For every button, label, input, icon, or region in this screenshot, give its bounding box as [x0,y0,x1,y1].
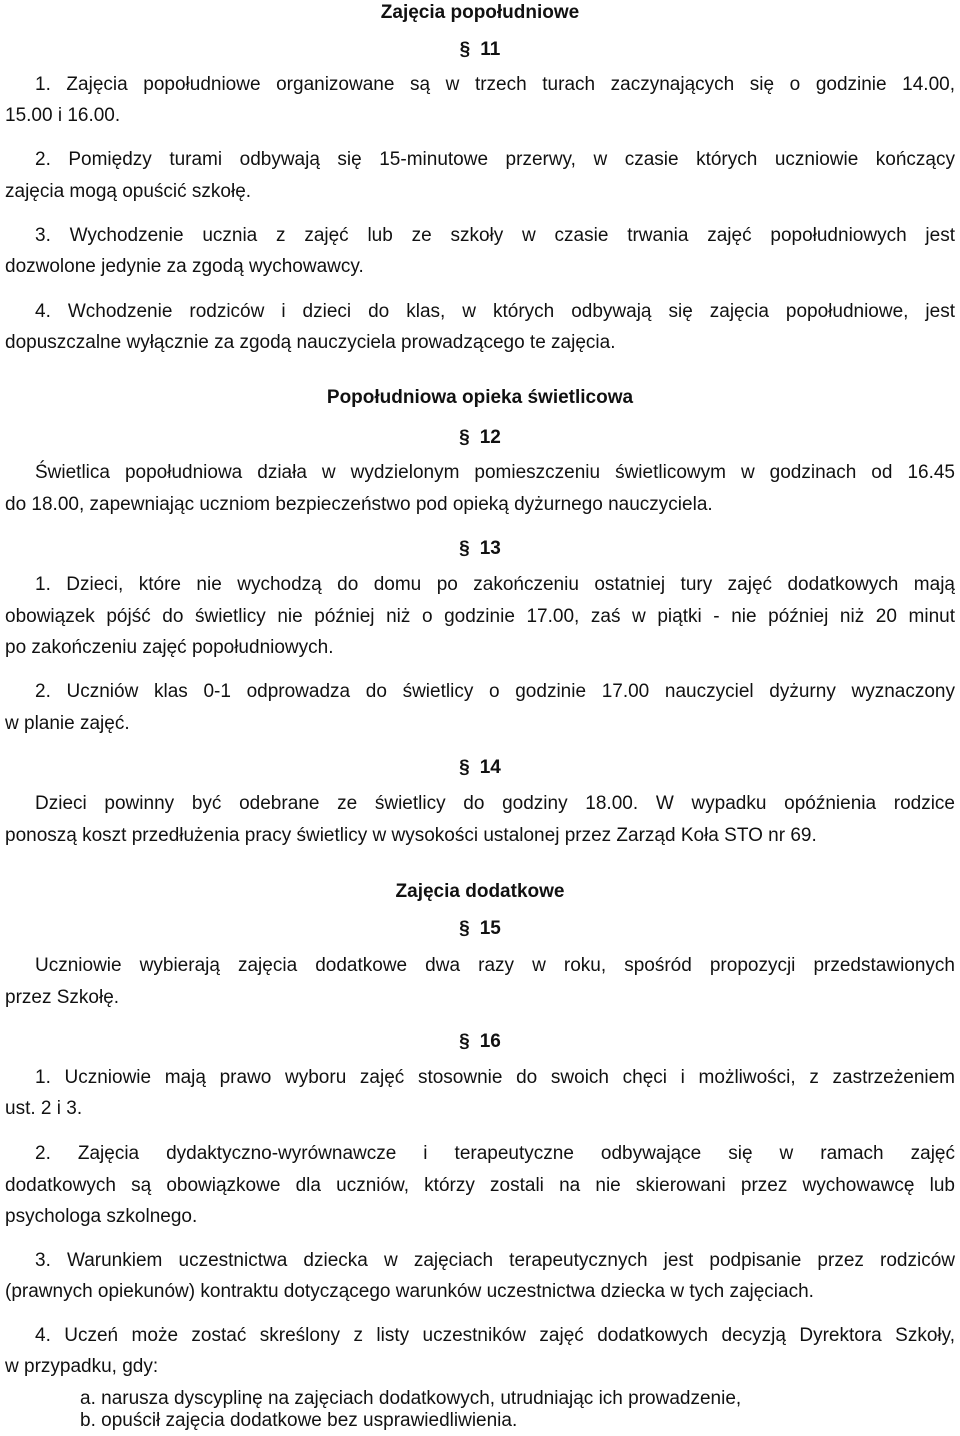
s15-line2: przez Szkołę. [5,987,120,1008]
s16-p1-line1: 1. Uczniowie mają prawo wyboru zajęć stosownie do swoich chęci i możliwości, z zastrzeżeniem [35,1067,955,1088]
s16-p1-line2: ust. 2 i 3. [5,1098,83,1119]
section-number: 16 [479,1031,501,1052]
s16-p2-line1: 2. Zajęcia dydaktyczno-wyrównawcze i terapeutyczne odbywające się w ramach zajęć [35,1143,955,1164]
s16-p4-line2: w przypadku, gdy: [5,1356,159,1377]
s16-item-b: b. opuścił zajęcia dodatkowe bez usprawiedliwienia. [80,1410,518,1431]
s16-p2-line3: psychologa szkolnego. [5,1206,198,1227]
s12-line2: do 18.00, zapewniając uczniom bezpieczeństwo pod opieką dyżurnego nauczyciela. [5,494,713,515]
s13-p1-line3: po zakończeniu zajęć popołudniowych. [5,637,334,658]
section-sign: § [459,538,470,559]
s13-p2-line1: 2. Uczniów klas 0-1 odprowadza do świetlicy o godzinie 17.00 nauczyciel dyżurny wyznaczony [35,681,955,702]
s11-p1-line2: 15.00 i 16.00. [5,105,121,126]
s13-p1-line2: obowiązek pójść do świetlicy nie później niż o godzinie 17.00, zaś w piątki - nie później niż 20 minut [5,606,955,627]
s11-p2-line1: 2. Pomiędzy turami odbywają się 15-minutowe przerwy, w czasie których uczniowie kończący [35,149,955,170]
s12-line1: Świetlica popołudniowa działa w wydzielonym pomieszczeniu świetlicowym w godzinach od 16.45 [35,462,955,483]
heading-zajecia-dodatkowe: Zajęcia dodatkowe [395,881,565,902]
s16-p2-line2: dodatkowych są obowiązkowe dla uczniów, którzy zostali na nie skierowani przez wychowawcę lub [5,1175,955,1196]
heading-opieka-swietlicowa: Popołudniowa opieka świetlicowa [326,387,634,408]
heading-zajecia-popoludniowe: Zajęcia popołudniowe [380,2,580,23]
section-number: 11 [480,39,501,60]
section-number: 12 [479,427,501,448]
s16-item-a: a. narusza dyscyplinę na zajęciach dodatkowych, utrudniając ich prowadzenie, [80,1388,742,1409]
section-number: 14 [479,757,501,778]
s11-p3-line2: dozwolone jedynie za zgodą wychowawcy. [5,256,364,277]
s11-p2-line2: zajęcia mogą opuścić szkołę. [5,181,252,202]
section-sign: § [459,918,470,939]
section-13-marker [0,538,960,560]
s16-p3-line1: 3. Warunkiem uczestnictwa dziecka w zajęciach terapeutycznych jest podpisanie przez rodziców [35,1250,955,1271]
section-14-marker [0,757,960,779]
s16-p4-line1: 4. Uczeń może zostać skreślony z listy uczestników zajęć dodatkowych decyzją Dyrektora Szkoły, [35,1325,955,1346]
section-sign: § [459,757,470,778]
s16-p3-line2: (prawnych opiekunów) kontraktu dotyczącego warunków uczestnictwa dziecka w tych zajęciach. [5,1281,814,1302]
section-11-marker [0,39,960,61]
section-sign: § [459,39,471,60]
section-sign: § [459,427,470,448]
s11-p1-line1: 1. Zajęcia popołudniowe organizowane są w trzech turach zaczynających się o godzinie 14.00, [35,74,955,95]
s11-p4-line1: 4. Wchodzenie rodziców i dzieci do klas, w których odbywają się zajęcia popołudniowe, jest [35,301,955,322]
s13-p1-line1: 1. Dzieci, które nie wychodzą do domu po zakończeniu ostatniej tury zajęć dodatkowych mają [35,574,955,595]
section-sign: § [459,1031,470,1052]
s11-p3-line1: 3. Wychodzenie ucznia z zajęć lub ze szkoły w czasie trwania zajęć popołudniowych jest [35,225,955,246]
section-15-marker [0,918,960,940]
section-number: 13 [479,538,501,559]
s15-line1: Uczniowie wybierają zajęcia dodatkowe dwa razy w roku, spośród propozycji przedstawionych [35,955,955,976]
section-12-marker [0,427,960,449]
s13-p2-line2: w planie zajęć. [5,713,130,734]
s11-p4-line2: dopuszczalne wyłącznie za zgodą nauczyciela prowadzącego te zajęcia. [5,332,616,353]
section-16-marker [0,1031,960,1053]
s14-line1: Dzieci powinny być odebrane ze świetlicy do godziny 18.00. W wypadku opóźnienia rodzice [35,793,955,814]
section-number: 15 [479,918,501,939]
s14-line2: ponoszą koszt przedłużenia pracy świetlicy w wysokości ustalonej przez Zarząd Koła STO nr 69. [5,825,817,846]
